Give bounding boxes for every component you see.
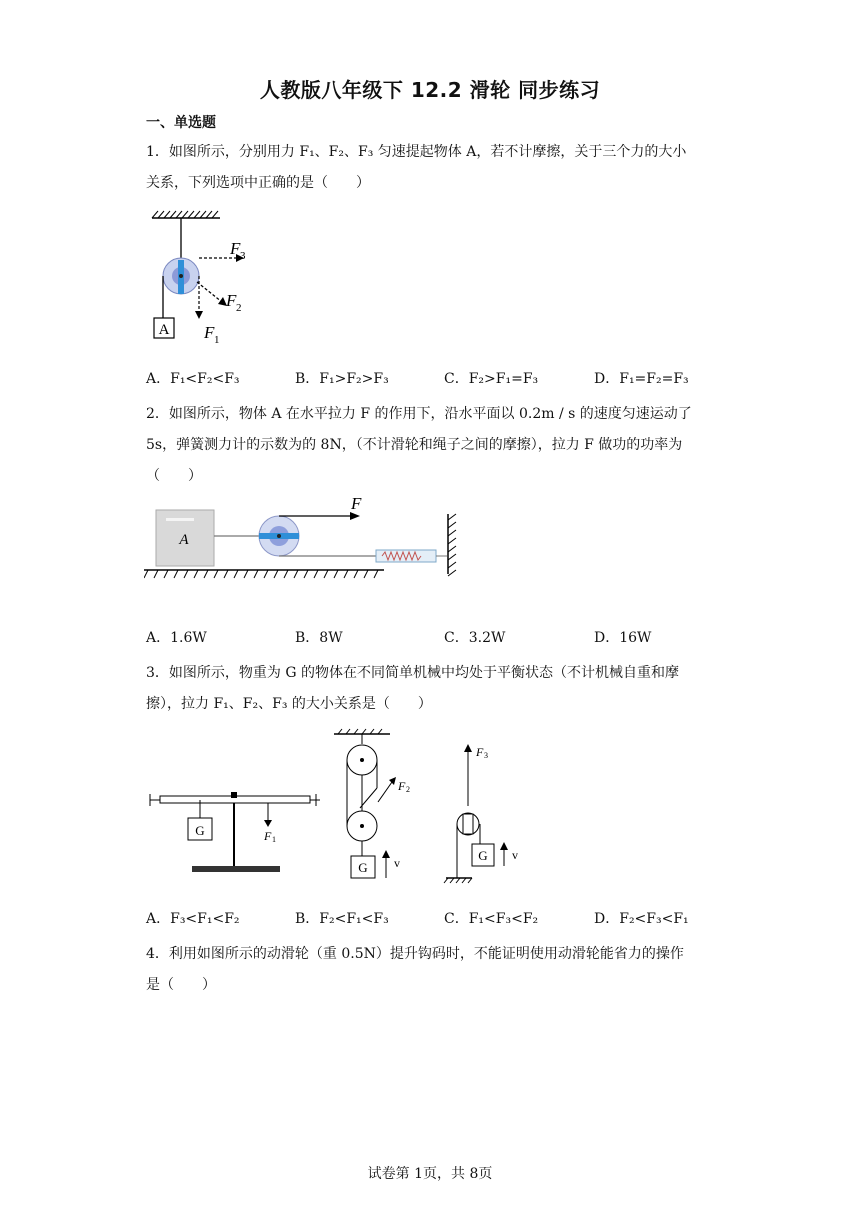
q1-option-a[interactable]: A．F₁<F₂<F₃ bbox=[146, 371, 240, 387]
q2-option-d[interactable]: D．16W bbox=[594, 630, 652, 646]
force-f-label: F bbox=[351, 494, 362, 513]
q2-option-b[interactable]: B．8W bbox=[295, 630, 343, 646]
question-3-stem-line2: 擦），拉力 F₁、F₂、F₃ 的大小关系是（ ） bbox=[146, 696, 432, 712]
q3-option-b[interactable]: B．F₂<F₁<F₃ bbox=[295, 911, 389, 927]
question-3-stem-line1: 3．如图所示，物重为 G 的物体在不同简单机械中均处于平衡状态（不计机械自重和摩 bbox=[146, 665, 679, 681]
q1-option-c[interactable]: C．F₂>F₁=F₃ bbox=[444, 371, 539, 387]
q3-option-d[interactable]: D．F₂<F₃<F₁ bbox=[594, 911, 689, 927]
force-f3-label: F bbox=[230, 239, 241, 258]
question-2-stem-line3: （ ） bbox=[146, 468, 202, 484]
fixed-pulley-icon bbox=[163, 258, 199, 294]
question-1-stem-line2: 关系，下列选项中正确的是（ ） bbox=[146, 175, 370, 191]
page-title: 人教版八年级下 12.2 滑轮 同步练习 bbox=[259, 78, 601, 102]
question-4-stem-line2: 是（ ） bbox=[146, 977, 216, 993]
block-a-label: A bbox=[158, 322, 170, 338]
spring-scale-icon bbox=[376, 550, 447, 562]
q3-option-a[interactable]: A．F₃<F₁<F₂ bbox=[146, 911, 240, 927]
q1-option-d[interactable]: D．F₁=F₂=F₃ bbox=[594, 371, 689, 387]
weight-g-label-2: G bbox=[358, 860, 368, 875]
svg-text:1: 1 bbox=[214, 334, 220, 346]
force-f3-label: F bbox=[476, 745, 484, 759]
svg-text:3: 3 bbox=[484, 751, 488, 760]
pulley-block-icon bbox=[334, 729, 410, 878]
force-f1-label: F bbox=[204, 323, 215, 342]
q2-option-a[interactable]: A．1.6W bbox=[146, 630, 207, 646]
velocity-v-label-1: v bbox=[394, 856, 400, 870]
question-2-stem-line2: 5s，弹簧测力计的示数为的 8N，（不计滑轮和绳子之间的摩擦），拉力 F 做功的功率为 bbox=[146, 437, 683, 453]
question-2-figure bbox=[144, 492, 464, 584]
velocity-v-label-2: v bbox=[512, 848, 518, 862]
floor-hatch-icon bbox=[144, 570, 378, 578]
q3-option-c[interactable]: C．F₁<F₃<F₂ bbox=[444, 911, 539, 927]
wall-hatch-icon bbox=[448, 514, 456, 576]
question-2-stem-line1: 2．如图所示，物体 A 在水平拉力 F 的作用下，沿水平面以 0.2m / s 的速度匀速运动了 bbox=[146, 406, 692, 422]
movable-pulley-icon bbox=[259, 516, 299, 556]
q2-option-c[interactable]: C．3.2W bbox=[444, 630, 506, 646]
question-4-stem-line1: 4．利用如图所示的动滑轮（重 0.5N）提升钩码时，不能证明使用动滑轮能省力的操作 bbox=[146, 946, 684, 962]
svg-text:3: 3 bbox=[240, 250, 246, 262]
question-1-stem-line1: 1．如图所示，分别用力 F₁、F₂、F₃ 匀速提起物体 A，若不计摩擦，关于三个力的大小 bbox=[146, 144, 687, 160]
section-heading: 一、单选题 bbox=[146, 115, 216, 131]
weight-g-label-1: G bbox=[195, 823, 205, 838]
ceiling-hatch-icon bbox=[152, 211, 220, 218]
q1-option-b[interactable]: B．F₁>F₂>F₃ bbox=[295, 371, 389, 387]
lever-icon bbox=[150, 792, 320, 872]
force-f2-label: F bbox=[226, 291, 237, 310]
weight-g-label-3: G bbox=[478, 848, 488, 863]
svg-text:1: 1 bbox=[272, 835, 276, 844]
force-f1-label: F bbox=[264, 829, 272, 843]
svg-text:2: 2 bbox=[406, 785, 410, 794]
movable-pulley-icon bbox=[444, 744, 518, 883]
svg-text:2: 2 bbox=[236, 302, 242, 314]
page-footer: 试卷第 1页，共 8页 bbox=[367, 1166, 493, 1182]
force-f2-label: F bbox=[398, 779, 406, 793]
block-a-label: A bbox=[179, 532, 189, 548]
question-3-figure bbox=[146, 728, 536, 886]
question-1-figure bbox=[146, 208, 266, 348]
